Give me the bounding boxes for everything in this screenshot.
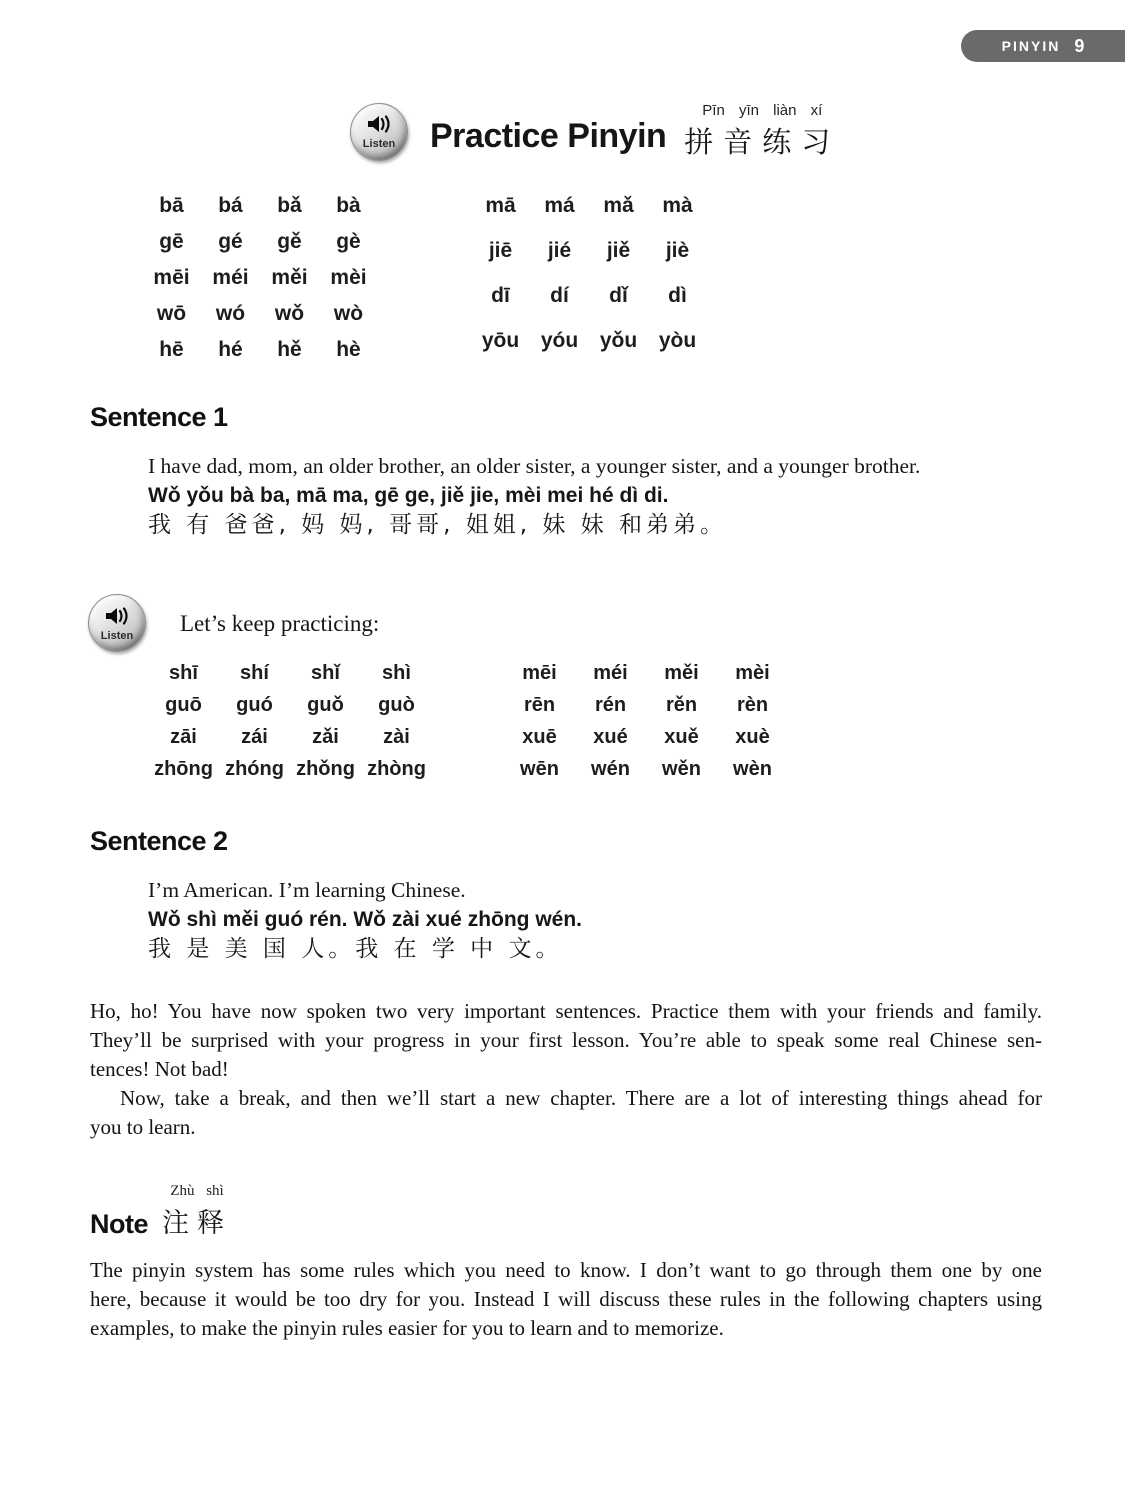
pinyin-syllable: dì bbox=[668, 284, 687, 307]
pinyin-syllable: yóu bbox=[540, 329, 579, 352]
sentence1-chinese: 我 有 爸爸, 妈 妈, 哥哥, 姐姐, 妹 妹 和弟弟。 bbox=[148, 512, 728, 538]
pinyin-syllable: bà bbox=[336, 194, 361, 217]
pinyin-syllable: zāi bbox=[170, 726, 197, 748]
pinyin-syllable: hè bbox=[336, 338, 361, 361]
pinyin-syllable: měi bbox=[271, 266, 308, 289]
pinyin-syllable: zhōng bbox=[154, 758, 213, 780]
note-chinese-ruby bbox=[162, 1183, 232, 1240]
pinyin-syllable: měi bbox=[664, 662, 699, 684]
pinyin-syllable: gè bbox=[336, 230, 361, 253]
drill2-left-group bbox=[148, 662, 432, 781]
pinyin-syllable: wěn bbox=[662, 758, 701, 780]
pinyin-syllable: zhòng bbox=[367, 758, 426, 780]
pinyin-syllable: guō bbox=[165, 694, 202, 716]
paragraph-line: examples, to make the pinyin rules easier for you to learn and to memorize. bbox=[90, 1316, 724, 1340]
paragraph-line: tences! Not bad! bbox=[90, 1057, 229, 1081]
pinyin-syllable: guó bbox=[236, 694, 273, 716]
pinyin-syllable: hě bbox=[277, 338, 302, 361]
note-heading: Note bbox=[90, 1209, 148, 1239]
pinyin-syllable: guò bbox=[378, 694, 415, 716]
pinyin-syllable: bā bbox=[159, 194, 184, 217]
keep-practicing-text: Let’s keep practicing: bbox=[180, 611, 380, 636]
speaker-icon bbox=[104, 605, 130, 632]
pinyin-syllable: zhǒng bbox=[296, 758, 355, 780]
pinyin-syllable: mèi bbox=[330, 266, 367, 289]
pinyin-syllable: hē bbox=[159, 338, 184, 361]
pinyin-syllable: mǎ bbox=[603, 194, 634, 217]
pinyin-syllable: zái bbox=[241, 726, 268, 748]
listen-button[interactable] bbox=[350, 103, 408, 161]
paragraph-line: The pinyin system has some rules which you need to know. I don’t want to go through them one by one bbox=[90, 1258, 1042, 1282]
sentence1-english: I have dad, mom, an older brother, an older sister, a younger sister, and a younger brother. bbox=[148, 454, 921, 478]
speaker-icon bbox=[366, 113, 392, 140]
pinyin-syllable: jié bbox=[547, 239, 572, 262]
pinyin-syllable: xuě bbox=[664, 726, 699, 748]
pinyin-syllable: má bbox=[544, 194, 575, 217]
pinyin-syllable: guǒ bbox=[307, 694, 344, 716]
pinyin-drill-table-2 bbox=[148, 662, 788, 781]
pinyin-syllable: mēi bbox=[522, 662, 557, 684]
drill1-right-group bbox=[471, 194, 707, 362]
pinyin-syllable: wō bbox=[156, 302, 187, 325]
pinyin-syllable: mèi bbox=[735, 662, 770, 684]
pinyin-syllable: bǎ bbox=[277, 194, 302, 217]
pinyin-syllable: dí bbox=[550, 284, 569, 307]
keep-practicing-row bbox=[88, 594, 379, 652]
body-paragraphs bbox=[90, 997, 1042, 1142]
pinyin-syllable: rēn bbox=[523, 694, 556, 716]
sentence1-heading: Sentence 1 bbox=[90, 402, 228, 432]
chapter-tab bbox=[961, 30, 1125, 62]
pinyin-syllable: rén bbox=[594, 694, 627, 716]
pinyin-syllable: shì bbox=[382, 662, 411, 684]
pinyin-syllable: rěn bbox=[665, 694, 698, 716]
pinyin-syllable: shǐ bbox=[311, 662, 340, 684]
sentence2-block bbox=[148, 875, 582, 964]
pinyin-syllable: zài bbox=[383, 726, 410, 748]
paragraph-line: Now, take a break, and then we’ll start a new chapter. There are a lot of interesting things ahead for bbox=[120, 1086, 1042, 1110]
title-pinyin-annotation: Pīn yīn liàn xí bbox=[702, 102, 823, 119]
note-chinese-text: 注释 bbox=[162, 1208, 232, 1239]
pinyin-syllable: jiē bbox=[488, 239, 513, 262]
pinyin-syllable: bá bbox=[218, 194, 243, 217]
pinyin-syllable: wó bbox=[215, 302, 246, 325]
title-row bbox=[350, 102, 840, 161]
pinyin-syllable: yǒu bbox=[599, 329, 638, 352]
pinyin-syllable: yòu bbox=[658, 329, 697, 352]
chapter-tab-label: PINYIN bbox=[1001, 38, 1061, 54]
pinyin-syllable: wèn bbox=[733, 758, 772, 780]
sentence1-pinyin: Wǒ yǒu bà ba, mā ma, gē ge, jiě jie, mèi mei hé dì di. bbox=[148, 484, 669, 507]
pinyin-syllable: zǎi bbox=[312, 726, 339, 748]
paragraph-line: Ho, ho! You have now spoken two very important sentences. Practice them with your friends and family. bbox=[90, 999, 1042, 1023]
pinyin-syllable: shí bbox=[240, 662, 269, 684]
pinyin-syllable: wǒ bbox=[274, 302, 305, 325]
pinyin-syllable: wēn bbox=[520, 758, 559, 780]
pinyin-syllable: rèn bbox=[736, 694, 769, 716]
sentence2-heading: Sentence 2 bbox=[90, 826, 228, 856]
pinyin-syllable: gē bbox=[159, 230, 184, 253]
note-paragraph bbox=[90, 1256, 1042, 1343]
listen-button-2[interactable] bbox=[88, 594, 146, 652]
pinyin-syllable: mā bbox=[485, 194, 516, 217]
pinyin-drill-table-1 bbox=[142, 194, 707, 362]
pinyin-syllable: xué bbox=[593, 726, 628, 748]
pinyin-syllable: jiè bbox=[665, 239, 690, 262]
sentence2-pinyin: Wǒ shì měi guó rén. Wǒ zài xué zhōng wén. bbox=[148, 908, 583, 931]
pinyin-syllable: mēi bbox=[153, 266, 190, 289]
pinyin-syllable: zhóng bbox=[225, 758, 284, 780]
paragraph-line: They’ll be surprised with your progress in your first lesson. You’re able to speak some real Chinese sen- bbox=[90, 1028, 1042, 1052]
pinyin-syllable: gé bbox=[218, 230, 243, 253]
pinyin-syllable: mà bbox=[662, 194, 693, 217]
listen-button-label: Listen bbox=[362, 138, 396, 150]
paragraph-line: here, because it would be too dry for you. Instead I will discuss these rules in the following chapters using bbox=[90, 1287, 1042, 1311]
title-chinese-ruby bbox=[684, 102, 840, 161]
pinyin-syllable: shī bbox=[169, 662, 198, 684]
pinyin-syllable: dǐ bbox=[609, 284, 628, 307]
pinyin-syllable: yōu bbox=[481, 329, 520, 352]
note-pinyin-annotation: Zhù shì bbox=[170, 1183, 224, 1199]
pinyin-syllable: gě bbox=[277, 230, 302, 253]
pinyin-syllable: dī bbox=[491, 284, 510, 307]
pinyin-syllable: wén bbox=[591, 758, 630, 780]
page-title: Practice Pinyin bbox=[430, 117, 667, 155]
pinyin-syllable: xuè bbox=[735, 726, 770, 748]
sentence1-block bbox=[148, 451, 920, 540]
page-number: 9 bbox=[1074, 35, 1085, 56]
note-heading-row bbox=[90, 1183, 232, 1240]
drill1-left-group bbox=[142, 194, 378, 362]
pinyin-syllable: méi bbox=[593, 662, 628, 684]
title-chinese-text: 拼音练习 bbox=[684, 125, 841, 159]
drill2-right-group bbox=[504, 662, 788, 781]
pinyin-syllable: jiě bbox=[606, 239, 631, 262]
listen-button-label: Listen bbox=[100, 629, 134, 642]
sentence2-chinese: 我 是 美 国 人。我 在 学 中 文。 bbox=[148, 936, 563, 962]
pinyin-syllable: xuē bbox=[522, 726, 557, 748]
pinyin-syllable: wò bbox=[333, 302, 364, 325]
pinyin-syllable: hé bbox=[218, 338, 243, 361]
sentence2-english: I’m American. I’m learning Chinese. bbox=[148, 878, 466, 902]
pinyin-syllable: méi bbox=[212, 266, 249, 289]
paragraph-line: you to learn. bbox=[90, 1115, 196, 1139]
